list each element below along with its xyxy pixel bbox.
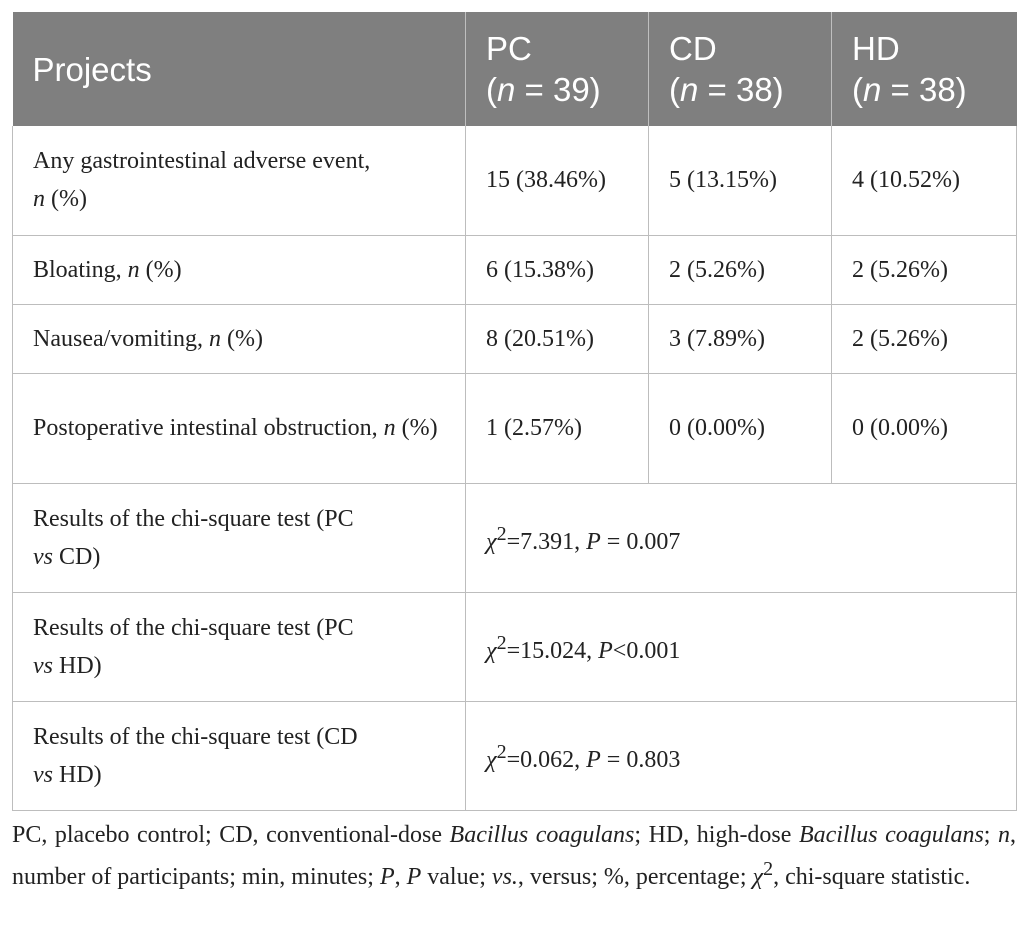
chi-square-row: [13, 483, 1017, 592]
cell-cd: 5 (13.15%): [649, 126, 832, 235]
chi-result: $\chi^2=15.024$, P<0.001: [466, 592, 1017, 701]
chi-row-label: Results of the chi-square test (PC vs HD): [13, 592, 466, 701]
chi-square-row: [13, 592, 1017, 701]
cell-hd: 2 (5.26%): [832, 235, 1017, 304]
table-row: [13, 373, 1017, 483]
header-row: [13, 12, 1017, 126]
header-hd: HD (n = 38): [832, 12, 1017, 126]
row-label: Any gastrointestinal adverse event, n (%): [13, 126, 466, 235]
cell-pc: 15 (38.46%): [466, 126, 649, 235]
row-label: Postoperative intestinal obstruction, n (%): [13, 373, 466, 483]
cell-cd: 2 (5.26%): [649, 235, 832, 304]
cell-cd: 3 (7.89%): [649, 304, 832, 373]
cell-pc: 6 (15.38%): [466, 235, 649, 304]
row-label: Nausea/vomiting, n (%): [13, 304, 466, 373]
table-footnote: PC, placebo control; CD, conventional-dose Bacillus coagulans; HD, high-dose Bacillus coagulans; n, number of participants; min, minutes; P, P value; vs., versus; %, percentage; $\chi^2$, chi-square statistic.: [12, 822, 1016, 890]
row-label: Bloating, n (%): [13, 235, 466, 304]
header-pc: PC (n = 39): [466, 12, 649, 126]
header-projects: Projects: [13, 12, 466, 126]
table-row: [13, 235, 1017, 304]
table-row: [13, 304, 1017, 373]
cell-hd: 0 (0.00%): [832, 373, 1017, 483]
cell-cd: 0 (0.00%): [649, 373, 832, 483]
chi-row-label: Results of the chi-square test (PC vs CD): [13, 483, 466, 592]
cell-pc: 1 (2.57%): [466, 373, 649, 483]
cell-pc: 8 (20.51%): [466, 304, 649, 373]
chi-result: $\chi^2=7.391$, P = 0.007: [466, 483, 1017, 592]
adverse-events-table: [12, 12, 1017, 811]
chi-row-label: Results of the chi-square test (CD vs HD): [13, 701, 466, 810]
table-row: [13, 126, 1017, 235]
chi-square-row: [13, 701, 1017, 810]
cell-hd: 4 (10.52%): [832, 126, 1017, 235]
cell-hd: 2 (5.26%): [832, 304, 1017, 373]
chi-result: $\chi^2=0.062$, P = 0.803: [466, 701, 1017, 810]
header-cd: CD (n = 38): [649, 12, 832, 126]
